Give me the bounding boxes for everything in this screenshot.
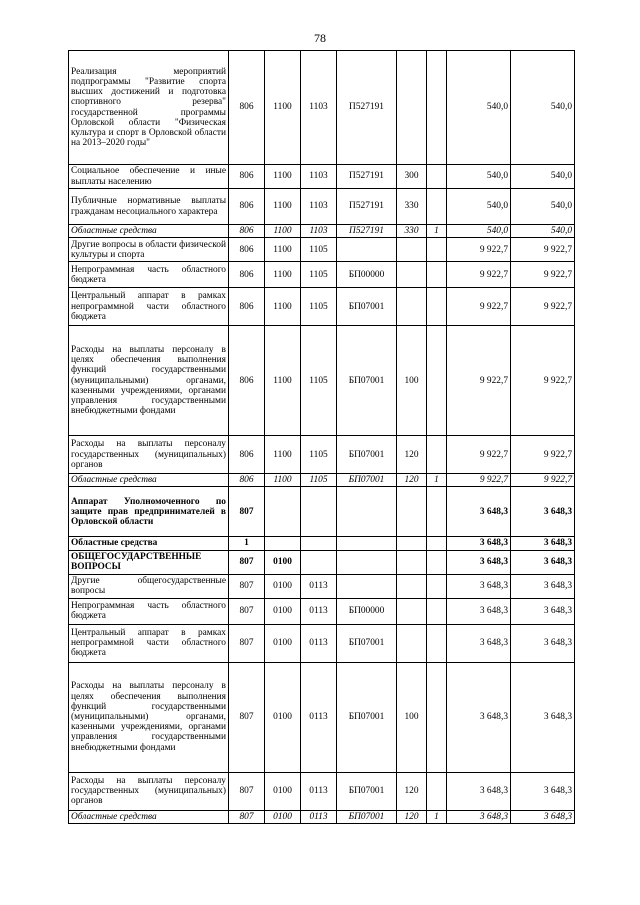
amount-2-cell: 540,0 [511,51,575,165]
table-row [69,436,575,474]
amount-1-cell: 3 648,3 [447,772,511,810]
section-cell: 1100 [265,165,301,189]
amount-1-cell: 9 922,7 [447,326,511,436]
expense-type-cell: 120 [397,772,427,810]
target-article-cell [337,537,397,550]
row-name: Непрограммная часть областного бюджета [69,598,229,624]
target-article-cell: П527191 [337,165,397,189]
budget-table [68,50,575,824]
amount-1-cell: 9 922,7 [447,262,511,288]
amount-1-cell: 3 648,3 [447,550,511,574]
section-cell: 1100 [265,225,301,238]
amount-2-cell: 3 648,3 [511,624,575,662]
amount-2-cell: 540,0 [511,165,575,189]
row-name: Другие общегосударственные вопросы [69,574,229,598]
expense-type-cell [397,574,427,598]
grbs-cell: 807 [229,487,265,537]
row-name: ОБЩЕГОСУДАРСТВЕННЫЕ ВОПРОСЫ [69,550,229,574]
grbs-cell: 807 [229,624,265,662]
grbs-cell: 807 [229,810,265,823]
expense-type-cell [397,288,427,326]
target-article-cell [337,238,397,262]
row-name: Расходы на выплаты персоналу в целях обеспечения выполнения функций государственными (муниципальными) органами, казенными учреждениями, органами управления государственными внебюджетными фондами [69,326,229,436]
target-article-cell: БП00000 [337,262,397,288]
target-article-cell: БП07001 [337,624,397,662]
subsection-cell: 0113 [301,662,337,772]
grbs-cell: 806 [229,189,265,225]
subsection-cell [301,550,337,574]
expense-type-cell: 330 [397,225,427,238]
subsection-cell: 1103 [301,165,337,189]
subsection-cell: 0113 [301,772,337,810]
amount-1-cell: 9 922,7 [447,288,511,326]
section-cell [265,537,301,550]
grbs-cell: 1 [229,537,265,550]
subsection-cell: 0113 [301,598,337,624]
expense-type-cell: 100 [397,662,427,772]
section-cell: 1100 [265,51,301,165]
table-row [69,474,575,487]
subsection-cell: 0113 [301,810,337,823]
table-row [69,662,575,772]
target-article-cell: БП07001 [337,772,397,810]
amount-1-cell: 9 922,7 [447,474,511,487]
table-row [69,550,575,574]
table-row [69,772,575,810]
table-row [69,288,575,326]
subsection-cell: 1105 [301,262,337,288]
expense-type-cell [397,598,427,624]
expense-type-cell [397,624,427,662]
target-article-cell [337,487,397,537]
funding-source-cell [427,165,447,189]
target-article-cell: П527191 [337,225,397,238]
table-row [69,262,575,288]
section-cell: 0100 [265,624,301,662]
amount-1-cell: 3 648,3 [447,598,511,624]
grbs-cell: 806 [229,474,265,487]
grbs-cell: 806 [229,51,265,165]
row-name: Другие вопросы в области физической культуры и спорта [69,238,229,262]
target-article-cell: БП07001 [337,474,397,487]
row-name: Областные средства [69,225,229,238]
target-article-cell: БП00000 [337,598,397,624]
table-row [69,189,575,225]
table-row [69,487,575,537]
target-article-cell: БП07001 [337,810,397,823]
table-row [69,537,575,550]
grbs-cell: 807 [229,598,265,624]
table-row [69,51,575,165]
table-row [69,326,575,436]
target-article-cell: П527191 [337,189,397,225]
amount-2-cell: 3 648,3 [511,598,575,624]
target-article-cell: БП07001 [337,662,397,772]
subsection-cell: 1105 [301,474,337,487]
subsection-cell: 1105 [301,288,337,326]
amount-2-cell: 3 648,3 [511,537,575,550]
section-cell: 0100 [265,574,301,598]
section-cell: 0100 [265,810,301,823]
target-article-cell [337,574,397,598]
amount-2-cell: 3 648,3 [511,810,575,823]
section-cell: 0100 [265,772,301,810]
subsection-cell [301,487,337,537]
row-name: Центральный аппарат в рамках непрограммной части областного бюджета [69,624,229,662]
amount-1-cell: 9 922,7 [447,436,511,474]
table-row [69,165,575,189]
section-cell: 1100 [265,326,301,436]
subsection-cell: 1105 [301,326,337,436]
expense-type-cell [397,51,427,165]
funding-source-cell [427,772,447,810]
funding-source-cell [427,262,447,288]
funding-source-cell [427,51,447,165]
row-name: Центральный аппарат в рамках непрограммной части областного бюджета [69,288,229,326]
amount-2-cell: 9 922,7 [511,436,575,474]
expense-type-cell [397,262,427,288]
expense-type-cell: 100 [397,326,427,436]
funding-source-cell [427,662,447,772]
row-name: Расходы на выплаты персоналу в целях обеспечения выполнения функций государственными (муниципальными) органами, казенными учреждениями, органами управления государственными внебюджетными фондами [69,662,229,772]
expense-type-cell: 120 [397,474,427,487]
subsection-cell [301,537,337,550]
funding-source-cell [427,189,447,225]
amount-1-cell: 540,0 [447,51,511,165]
table-row [69,810,575,823]
amount-1-cell: 3 648,3 [447,487,511,537]
row-name: Публичные нормативные выплаты гражданам несоциального характера [69,189,229,225]
amount-1-cell: 3 648,3 [447,574,511,598]
row-name: Областные средства [69,810,229,823]
target-article-cell: БП07001 [337,288,397,326]
amount-2-cell: 540,0 [511,225,575,238]
amount-2-cell: 3 648,3 [511,487,575,537]
row-name: Реализация мероприятий подпрограммы "Развитие спорта высших достижений и подготовка спортивного резерва" государственной программы Орловской области "Физическая культура и спорт в Орловской области на 2013–2020 годы" [69,51,229,165]
subsection-cell: 1103 [301,189,337,225]
grbs-cell: 806 [229,436,265,474]
subsection-cell: 1103 [301,225,337,238]
amount-1-cell: 3 648,3 [447,662,511,772]
expense-type-cell [397,238,427,262]
grbs-cell: 807 [229,772,265,810]
amount-1-cell: 540,0 [447,225,511,238]
row-name: Областные средства [69,537,229,550]
section-cell: 1100 [265,436,301,474]
funding-source-cell [427,487,447,537]
amount-2-cell: 9 922,7 [511,474,575,487]
section-cell: 0100 [265,550,301,574]
section-cell: 1100 [265,238,301,262]
amount-2-cell: 3 648,3 [511,550,575,574]
target-article-cell: БП07001 [337,436,397,474]
funding-source-cell [427,436,447,474]
table-row [69,574,575,598]
amount-2-cell: 540,0 [511,189,575,225]
funding-source-cell [427,624,447,662]
table-row [69,598,575,624]
amount-1-cell: 9 922,7 [447,238,511,262]
section-cell: 1100 [265,262,301,288]
amount-2-cell: 9 922,7 [511,326,575,436]
target-article-cell: БП07001 [337,326,397,436]
grbs-cell: 807 [229,662,265,772]
funding-source-cell [427,537,447,550]
amount-2-cell: 9 922,7 [511,288,575,326]
section-cell: 1100 [265,189,301,225]
target-article-cell: П527191 [337,51,397,165]
row-name: Аппарат Уполномоченного по защите прав предпринимателей в Орловской области [69,487,229,537]
table-row [69,225,575,238]
row-name: Областные средства [69,474,229,487]
funding-source-cell [427,288,447,326]
funding-source-cell [427,238,447,262]
grbs-cell: 806 [229,288,265,326]
page-number: 78 [314,31,326,45]
row-name: Социальное обеспечение и иные выплаты населению [69,165,229,189]
funding-source-cell [427,326,447,436]
table-row [69,624,575,662]
expense-type-cell [397,537,427,550]
subsection-cell: 1105 [301,436,337,474]
amount-1-cell: 3 648,3 [447,624,511,662]
amount-2-cell: 9 922,7 [511,238,575,262]
expense-type-cell: 300 [397,165,427,189]
grbs-cell: 807 [229,574,265,598]
amount-2-cell: 3 648,3 [511,662,575,772]
funding-source-cell: 1 [427,225,447,238]
grbs-cell: 806 [229,262,265,288]
grbs-cell: 806 [229,225,265,238]
subsection-cell: 1105 [301,238,337,262]
expense-type-cell [397,487,427,537]
funding-source-cell [427,598,447,624]
amount-1-cell: 540,0 [447,165,511,189]
section-cell: 1100 [265,474,301,487]
funding-source-cell [427,550,447,574]
funding-source-cell: 1 [427,810,447,823]
row-name: Непрограммная часть областного бюджета [69,262,229,288]
row-name: Расходы на выплаты персоналу государственных (муниципальных) органов [69,772,229,810]
section-cell: 1100 [265,288,301,326]
amount-2-cell: 9 922,7 [511,262,575,288]
funding-source-cell [427,574,447,598]
amount-1-cell: 540,0 [447,189,511,225]
target-article-cell [337,550,397,574]
table-row [69,238,575,262]
subsection-cell: 0113 [301,574,337,598]
expense-type-cell: 120 [397,810,427,823]
amount-1-cell: 3 648,3 [447,810,511,823]
funding-source-cell: 1 [427,474,447,487]
section-cell: 0100 [265,598,301,624]
grbs-cell: 806 [229,165,265,189]
expense-type-cell: 330 [397,189,427,225]
expense-type-cell [397,550,427,574]
amount-2-cell: 3 648,3 [511,574,575,598]
grbs-cell: 807 [229,550,265,574]
section-cell: 0100 [265,662,301,772]
amount-1-cell: 3 648,3 [447,537,511,550]
amount-2-cell: 3 648,3 [511,772,575,810]
row-name: Расходы на выплаты персоналу государственных (муниципальных) органов [69,436,229,474]
grbs-cell: 806 [229,326,265,436]
grbs-cell: 806 [229,238,265,262]
section-cell [265,487,301,537]
expense-type-cell: 120 [397,436,427,474]
subsection-cell: 0113 [301,624,337,662]
subsection-cell: 1103 [301,51,337,165]
